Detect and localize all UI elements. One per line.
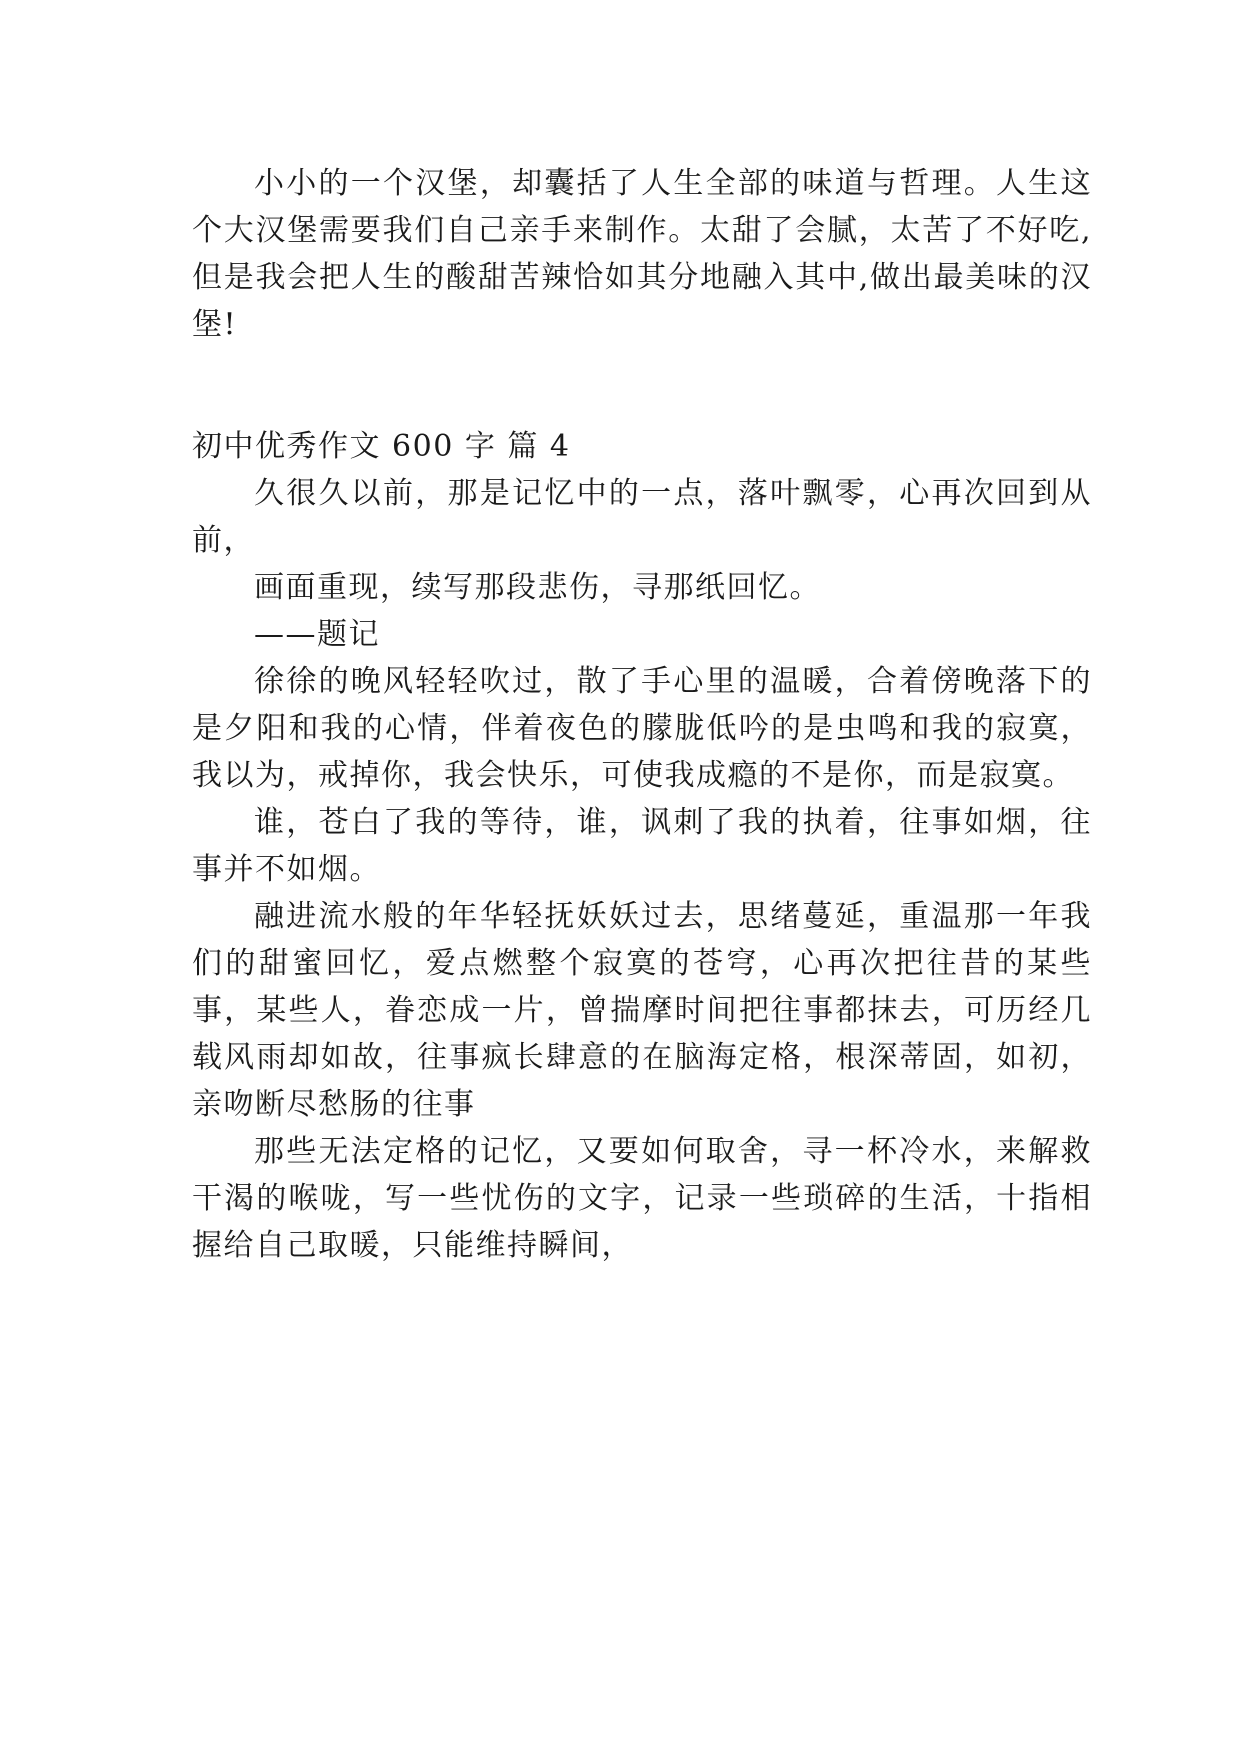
paragraph-5: 谁，苍白了我的等待，谁，讽刺了我的执着，往事如烟，往事并不如烟。 [192,805,1092,887]
document-body [192,160,1092,1269]
intro-paragraph: 小小的一个汉堡，却囊括了人生全部的味道与哲理。人生这个大汉堡需要我们自己亲手来制作。太甜了会腻，太苦了不好吃,但是我会把人生的酸甜苦辣恰如其分地融入其中,做出最美味的汉堡! [192,166,1092,342]
section-heading: 初中优秀作文 600 字 篇 4 [192,429,571,464]
paragraph-6: 融进流水般的年华轻抚妖妖过去，思绪蔓延，重温那一年我们的甜蜜回忆，爱点燃整个寂寞的苍穹，心再次把往昔的某些事，某些人，眷恋成一片，曾揣摩时间把往事都抹去，可历经几载风雨却如故，往事疯长肆意的在脑海定格，根深蒂固，如初，亲吻断尽愁肠的往事 [192,899,1092,1122]
section-spacer [192,348,1092,423]
paragraph-7: 那些无法定格的记忆，又要如何取舍，寻一杯冷水，来解救干渴的喉咙，写一些忧伤的文字，记录一些琐碎的生活，十指相握给自己取暖，只能维持瞬间， [192,1134,1092,1263]
paragraph-2: 画面重现，续写那段悲伤，寻那纸回忆。 [254,570,821,605]
paragraph-4: 徐徐的晚风轻轻吹过，散了手心里的温暖，合着傍晚落下的是夕阳和我的心情，伴着夜色的朦胧低吟的是虫鸣和我的寂寞，我以为，戒掉你，我会快乐，可使我成瘾的不是你，而是寂寞。 [192,664,1092,793]
paragraph-epigraph: ——题记 [254,617,380,652]
paragraph-1: 久很久以前，那是记忆中的一点，落叶飘零，心再次回到从前， [192,476,1092,558]
